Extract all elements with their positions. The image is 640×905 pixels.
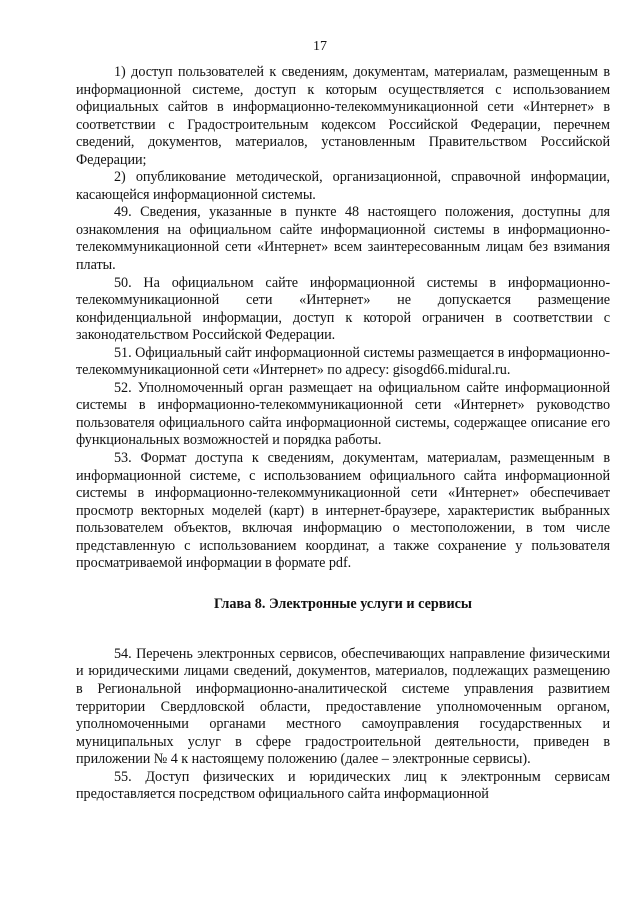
paragraph-51: 51. Официальный сайт информационной системы размещается в информационно-телекоммуникационной сети «Интернет» по адресу: gisogd66.midural.ru. (76, 344, 610, 379)
paragraph-54: 54. Перечень электронных сервисов, обеспечивающих направление физическими и юридическими лицами сведений, документов, материалов, подлежащих размещению в Региональной информационно-аналитической системе управления развитием территории Свердловской области, предоставление уполномоченным органом, уполномоченными органами местного самоуправления государственных и муниципальных услуг в сфере градостроительной деятельности, приведен в приложении № 4 к настоящему положению (далее – электронные сервисы). (76, 645, 610, 768)
paragraph-52: 52. Уполномоченный орган размещает на официальном сайте информационной системы в информационно-телекоммуникационной сети «Интернет» руководство пользователя официального сайта информационной системы, содержащее описание его функциональных возможностей и порядка работы. (76, 379, 610, 449)
document-body (76, 64, 610, 804)
paragraph-53: 53. Формат доступа к сведениям, документам, материалам, размещенным в информационной системе, с использованием официального сайта информационной системы в информационно-телекоммуникационной сети «Интернет» обеспечивает просмотр векторных моделей (карт) в интернет-браузере, характеристик выбранных пользователем объектов, включая информацию о местоположении, в том числе представленную с использованием координат, а также сохранение у пользователя просматриваемой информации в формате pdf. (76, 450, 610, 572)
page-number: 17 (313, 39, 327, 54)
paragraph-48-item-1: 1) доступ пользователей к сведениям, документам, материалам, размещенным в информационной системе, доступ к которым осуществляется с использованием официальных сайтов в информационно-телекоммуникационной сети «Интернет» в соответствии с Градостроительным кодексом Российской Федерации, перечнем сведений, документов, материалов, установленным Правительством Российской Федерации; (76, 64, 610, 168)
paragraph-55: 55. Доступ физических и юридических лиц к электронным сервисам предоставляется посредством официального сайта информационной (76, 768, 610, 803)
chapter-heading: Глава 8. Электронные услуги и сервисы (214, 595, 472, 612)
paragraph-48-item-2: 2) опубликование методической, организационной, справочной информации, касающейся информационной системы. (76, 169, 610, 203)
paragraph-49: 49. Сведения, указанные в пункте 48 настоящего положения, доступны для ознакомления на официальном сайте информационной системы в информационно-телекоммуникационной сети «Интернет» всем заинтересованным лицам без взимания платы. (76, 204, 610, 274)
paragraph-50: 50. На официальном сайте информационной системы в информационно-телекоммуникационной сети «Интернет» не допускается размещение конфиденциальной информации, доступ к которой ограничен в соответствии с законодательством Российской Федерации. (76, 274, 610, 344)
